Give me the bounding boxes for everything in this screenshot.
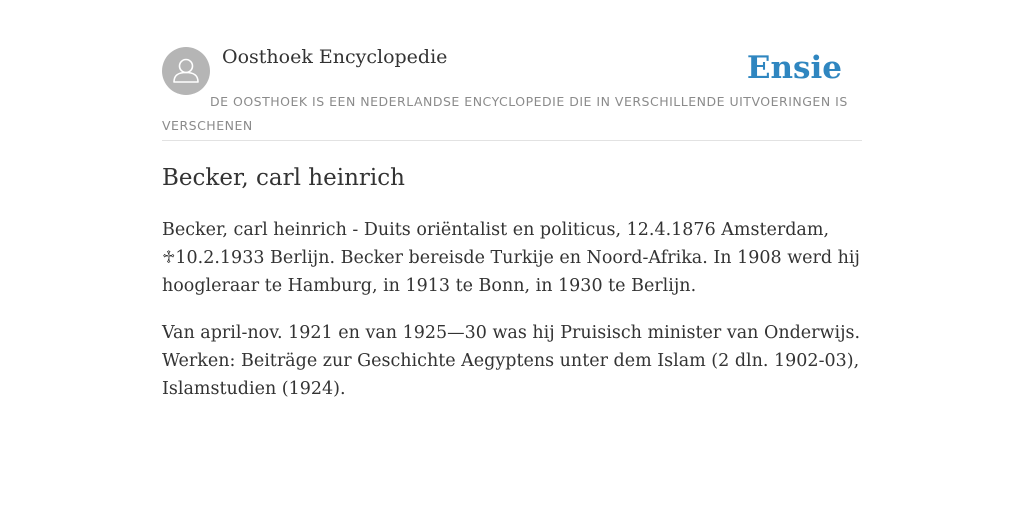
article-paragraph: Van april-nov. 1921 en van 1925—30 was hij Pruisisch minister van Onderwijs. Werken: Beiträge zur Geschichte Aegyptens unter dem Islam (2 dln. 1902-03), Islamstudien (1924). xyxy=(162,323,861,399)
article xyxy=(162,160,862,422)
source-description: DE OOSTHOEK IS EEN NEDERLANDSE ENCYCLOPEDIE DIE IN VERSCHILLENDE UITVOERINGEN IS VERSCHENEN xyxy=(162,94,848,133)
article-paragraph: Becker, carl heinrich - Duits oriëntalist en politicus, 12.4.1876 Amsterdam, ♱10.2.1933 Berlijn. Becker bereisde Turkije en Noord-Afrika. In 1908 werd hij hoogleraar te Hamburg, in 1913 te Bonn, in 1930 te Berlijn. xyxy=(162,220,860,296)
article-title: Becker, carl heinrich xyxy=(162,165,405,191)
site-header xyxy=(162,44,862,141)
brand-logo-link[interactable]: Ensie xyxy=(746,50,842,86)
avatar[interactable] xyxy=(162,47,210,95)
source-name-link[interactable]: Oosthoek Encyclopedie xyxy=(222,46,448,68)
user-icon xyxy=(162,47,210,95)
